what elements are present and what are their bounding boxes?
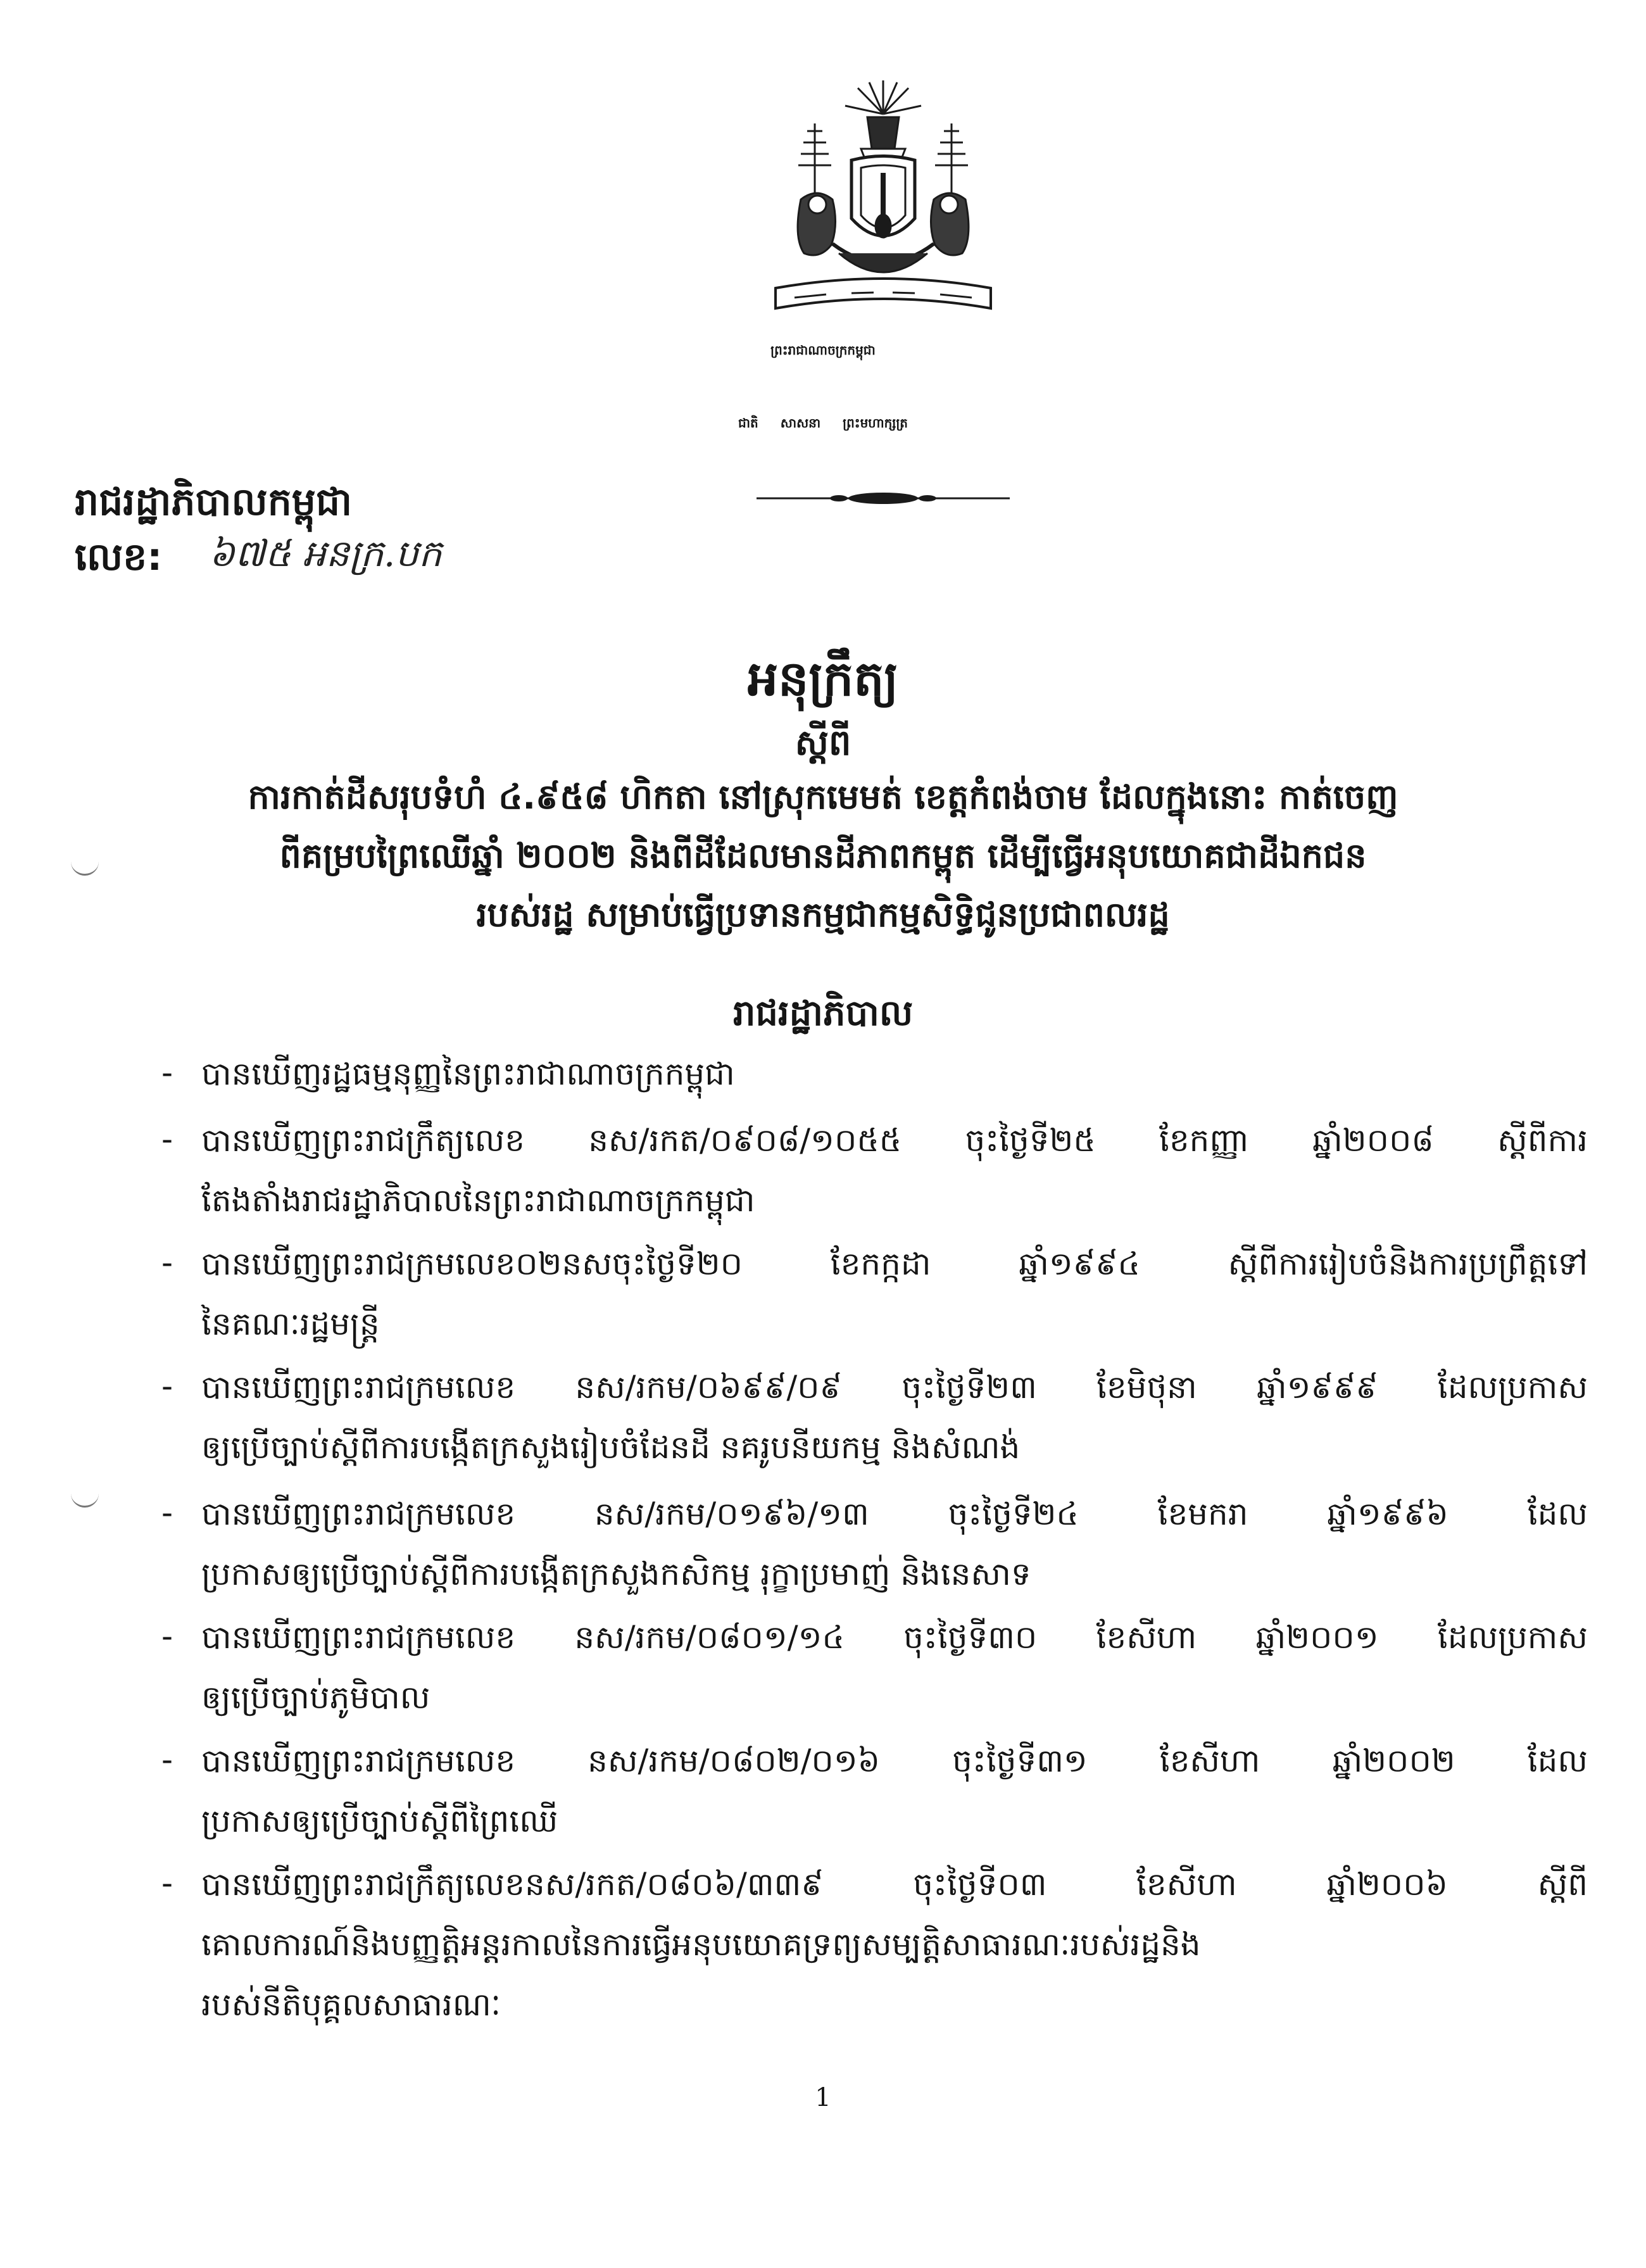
bullet-text: នៃគណៈរដ្ឋមន្ត្រី (201, 1306, 380, 1342)
bullet-text: ឲ្យប្រើច្បាប់ស្តីពីការបង្កើតក្រសួងរៀបចំដែនដី នគរូបនីយកម្ម និងសំណង់ (201, 1429, 1021, 1466)
bullet-text: គោលការណ៍និងបញ្ញត្តិអន្តរកាលនៃការធ្វើអនុបយោគទ្រព្យសម្បត្តិសាធារណៈរបស់រដ្ឋនិង (201, 1926, 1201, 1963)
justified-line: បានឃើញព្រះរាជក្រឹត្យលេខ នស/រកត/០៩០៨/១០៥៥ ចុះថ្ងៃទី២៥ ខែកញ្ញា ឆ្នាំ២០០៨ ស្តីពីការ (201, 1122, 1588, 1159)
justified-line: បានឃើញព្រះរាជក្រឹត្យលេខនស/រកត/០៨០៦/៣៣៩ ចុះថ្ងៃទី០៣ ខែសីហា ឆ្នាំ២០០៦ ស្តីពី (201, 1866, 1588, 1903)
bullet-dash: - (161, 1494, 173, 1531)
justified-line: បានឃើញព្រះរាជក្រមលេខ នស/រកម/០១៩៦/១៣ ចុះថ្ងៃទី២៤ ខែមករា ឆ្នាំ១៩៩៦ ដែល (201, 1496, 1588, 1532)
subject-line: ពីគម្របព្រៃឈើឆ្នាំ ២០០២ និងពីដីដែលមានដីភាពកម្ពុត ដើម្បីធ្វើអនុបយោគជាដីឯកជន (279, 836, 1367, 876)
justified-line: បានឃើញព្រះរាជក្រមលេខ នស/រកម/០៨០១/១៤ ចុះថ្ងៃទី៣០ ខែសីហា ឆ្នាំ២០០១ ដែលប្រកាស (201, 1619, 1588, 1656)
bullet-text: ប្រកាសឲ្យប្រើច្បាប់ស្តីពីព្រៃឈើ (201, 1803, 558, 1839)
justified-line: បានឃើញព្រះរាជក្រមលេខ០២នសចុះថ្ងៃទី២០ ខែកក្កដា ឆ្នាំ១៩៩៤ ស្តីពីការរៀបចំនិងការប្រព្រឹត្តទៅ (201, 1245, 1588, 1282)
kingdom-name: ព្រះរាជាណាចក្រកម្ពុជា (770, 343, 876, 358)
page-number: 1 (815, 2083, 831, 2112)
ornament-divider (757, 489, 1010, 508)
about-label: ស្តីពី (795, 722, 851, 764)
punch-hole-mark (71, 856, 99, 876)
issuing-government: រាជរដ្ឋាភិបាលកម្ពុជា (75, 480, 352, 524)
justified-line: បានឃើញព្រះរាជក្រមលេខ នស/រកម/០៨០២/០១៦ ចុះថ្ងៃទី៣១ ខែសីហា ឆ្នាំ២០០២ ដែល (201, 1742, 1588, 1779)
section-heading: រាជរដ្ឋាភិបាល (732, 993, 914, 1034)
bullet-text: របស់នីតិបុគ្គលសាធារណៈ (201, 1986, 501, 2023)
bullet-dash: - (161, 1618, 173, 1654)
bullet-dash: - (161, 1865, 173, 1901)
national-motto: ជាតិ សាសនា ព្រះមហាក្សត្រ (738, 415, 908, 431)
bullet-text: ប្រកាសឲ្យប្រើច្បាប់ស្តីពីការបង្កើតក្រសួងកសិកម្ម រុក្ខាប្រមាញ់ និងនេសាទ (201, 1556, 1031, 1592)
royal-coat-of-arms-icon (757, 79, 1010, 326)
bullet-dash: - (161, 1054, 173, 1091)
justified-line: បានឃើញព្រះរាជក្រមលេខ នស/រកម/០៦៩៩/០៩ ចុះថ្ងៃទី២៣ ខែមិថុនា ឆ្នាំ១៩៩៩ ដែលប្រកាស (201, 1369, 1588, 1406)
reference-number: ៦៧៥ អនក្រ.បក (209, 532, 442, 575)
bullet-text (201, 1121, 1588, 1167)
subject-line: ការកាត់ដីសរុបទំហំ ៤.៩៥៨ ហិកតា នៅស្រុកមេមត់ ខេត្តកំពង់ចាម ដែលក្នុងនោះ កាត់ចេញ (248, 777, 1398, 817)
bullet-dash: - (161, 1121, 173, 1157)
punch-hole-mark (71, 1488, 99, 1508)
reference-label: លេខ: (75, 535, 163, 579)
bullet-text (201, 1741, 1588, 1787)
bullet-dash: - (161, 1741, 173, 1778)
document-type-title: អនុក្រឹត្យ (747, 650, 899, 707)
bullet-dash: - (161, 1368, 173, 1404)
bullet-text (201, 1618, 1588, 1664)
bullet-text: បានឃើញរដ្ឋធម្មនុញ្ញនៃព្រះរាជាណាចក្រកម្ពុជា (201, 1055, 735, 1092)
bullet-dash: - (161, 1244, 173, 1281)
bullet-text: តែងតាំងរាជរដ្ឋាភិបាលនៃព្រះរាជាណាចក្រកម្ពុជា (201, 1182, 755, 1219)
bullet-text: ឲ្យប្រើច្បាប់ភូមិបាល (201, 1679, 430, 1716)
bullet-text (201, 1494, 1588, 1540)
bullet-text (201, 1244, 1588, 1290)
subject-line: របស់រដ្ឋ សម្រាប់ធ្វើប្រទានកម្មជាកម្មសិទ្ធិជូនប្រជាពលរដ្ឋ (476, 895, 1170, 935)
bullet-text (201, 1865, 1588, 1911)
bullet-text (201, 1368, 1588, 1414)
